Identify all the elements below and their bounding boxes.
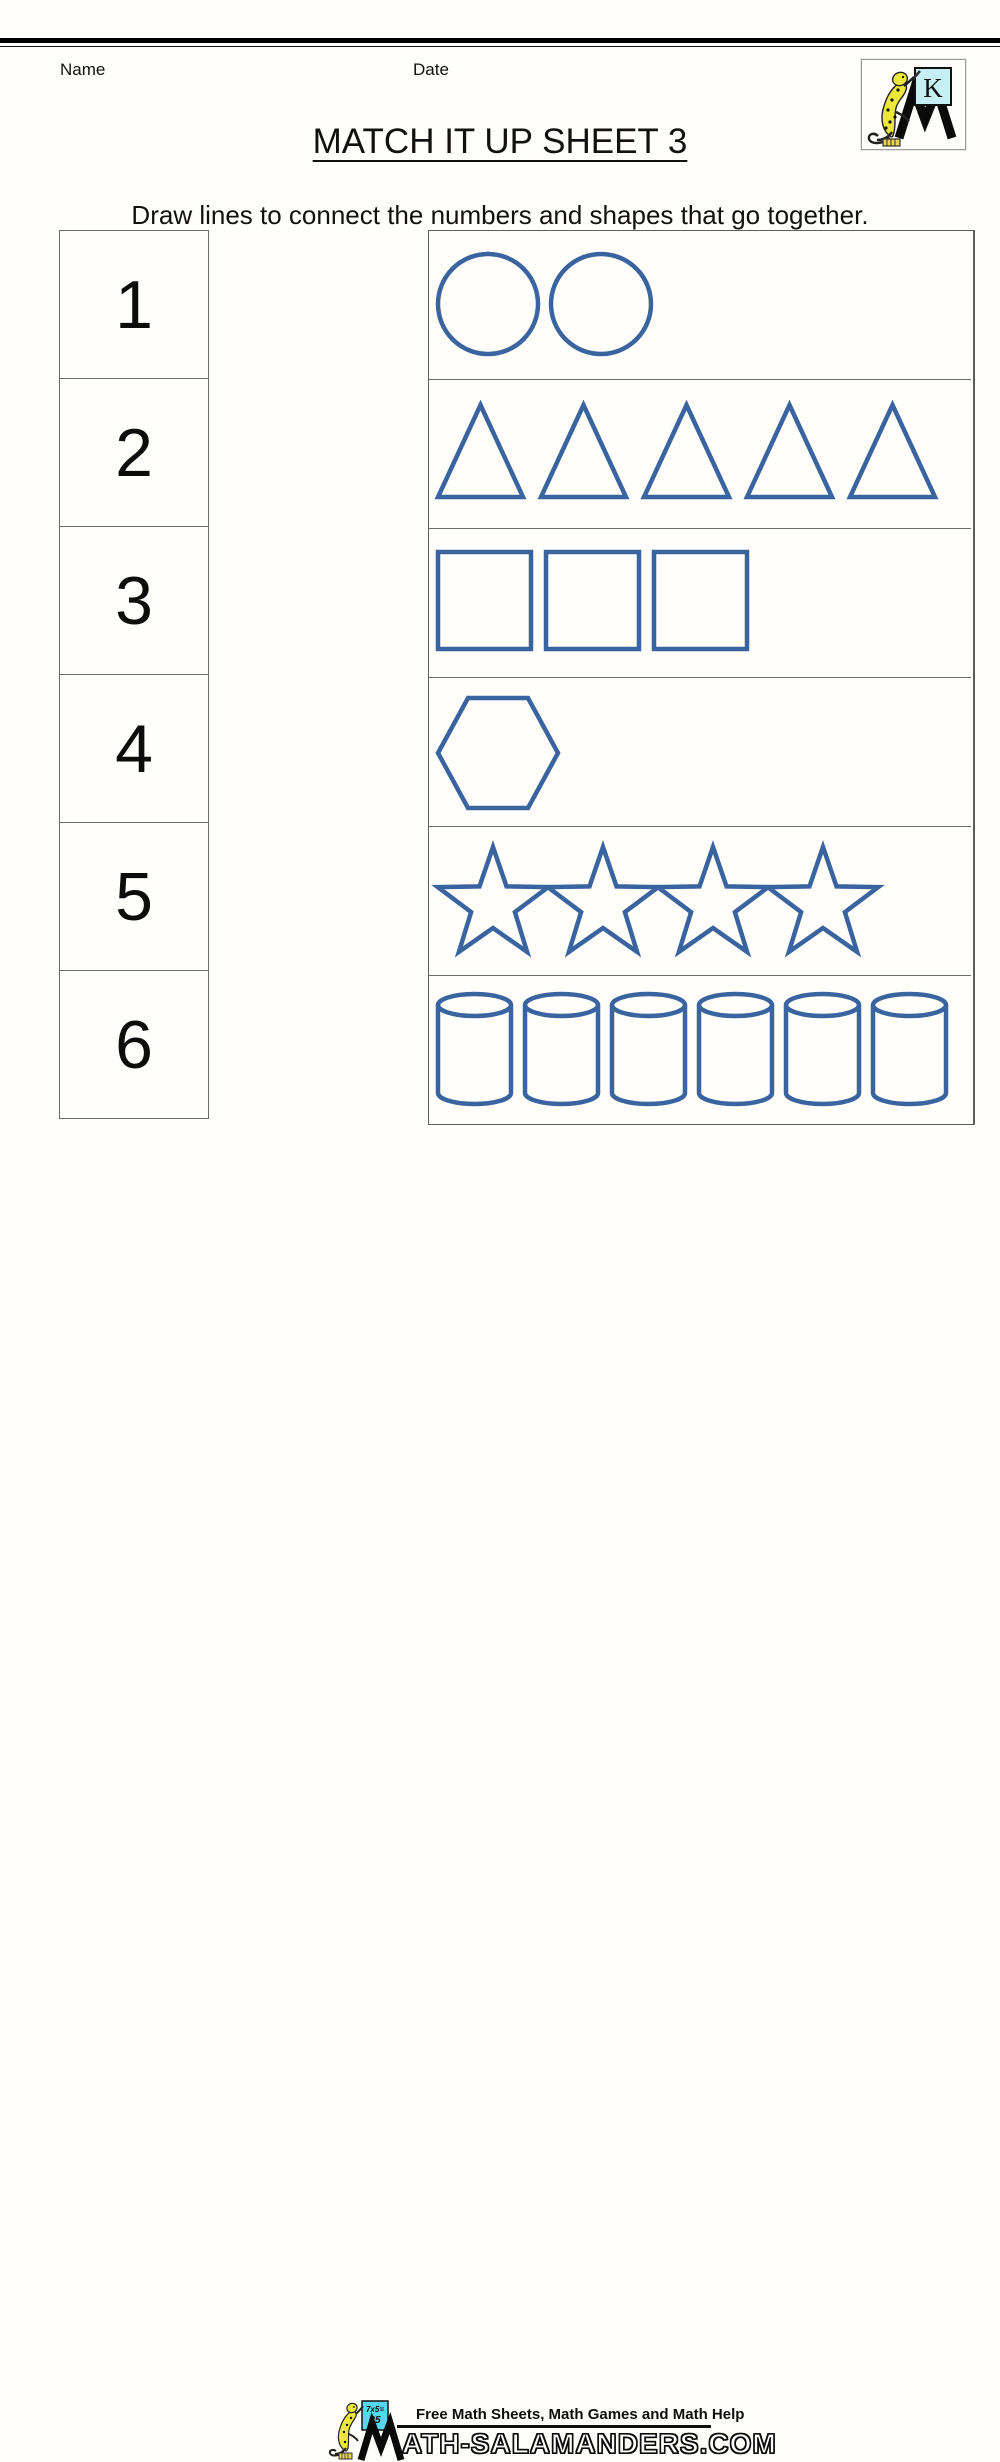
number-cell-2: 2: [60, 379, 208, 527]
triangle-shapes-graphic: [429, 380, 971, 528]
footer-tagline: Free Math Sheets, Math Games and Math Help: [416, 2406, 745, 2423]
shape-cell-hexagon: [429, 678, 971, 827]
number-cell-3: 3: [60, 527, 208, 675]
logo-board-letter: K: [923, 73, 943, 103]
cylinder-shapes-graphic: [429, 976, 971, 1124]
number-cell-4: 4: [60, 675, 208, 823]
footer: [0, 1198, 1000, 2459]
shape-cell-circles: [429, 231, 971, 380]
square-shapes-graphic: [429, 529, 971, 677]
footer-site-text: ATH-SALAMANDERS.COM: [402, 2428, 777, 2459]
hexagon-shapes-graphic: [429, 678, 971, 826]
number-cell-5: 5: [60, 823, 208, 971]
instruction-text: Draw lines to connect the numbers and shapes that go together.: [131, 200, 869, 230]
number-cell-1: 1: [60, 231, 208, 379]
shape-cell-squares: [429, 529, 971, 678]
footer-board-line1: 7x5=: [365, 2405, 385, 2414]
number-cell-6: 6: [115, 1006, 153, 1083]
shapes-panel: [428, 230, 975, 1125]
shape-cell-triangles: [429, 380, 971, 529]
top-rule-thin: [0, 46, 1000, 47]
numbers-column: [59, 230, 209, 1119]
shape-cell-stars: [429, 827, 971, 976]
circle-shapes-graphic: [429, 231, 971, 379]
footer-board-line2: 35: [369, 2415, 381, 2426]
star-shapes-graphic: [429, 827, 971, 975]
top-rule-thick: [0, 38, 1000, 43]
shape-cell-cylinders: [429, 976, 971, 1124]
date-label: Date: [413, 60, 449, 79]
page-title: MATCH IT UP SHEET 3: [312, 122, 688, 162]
name-label: Name: [60, 60, 106, 79]
